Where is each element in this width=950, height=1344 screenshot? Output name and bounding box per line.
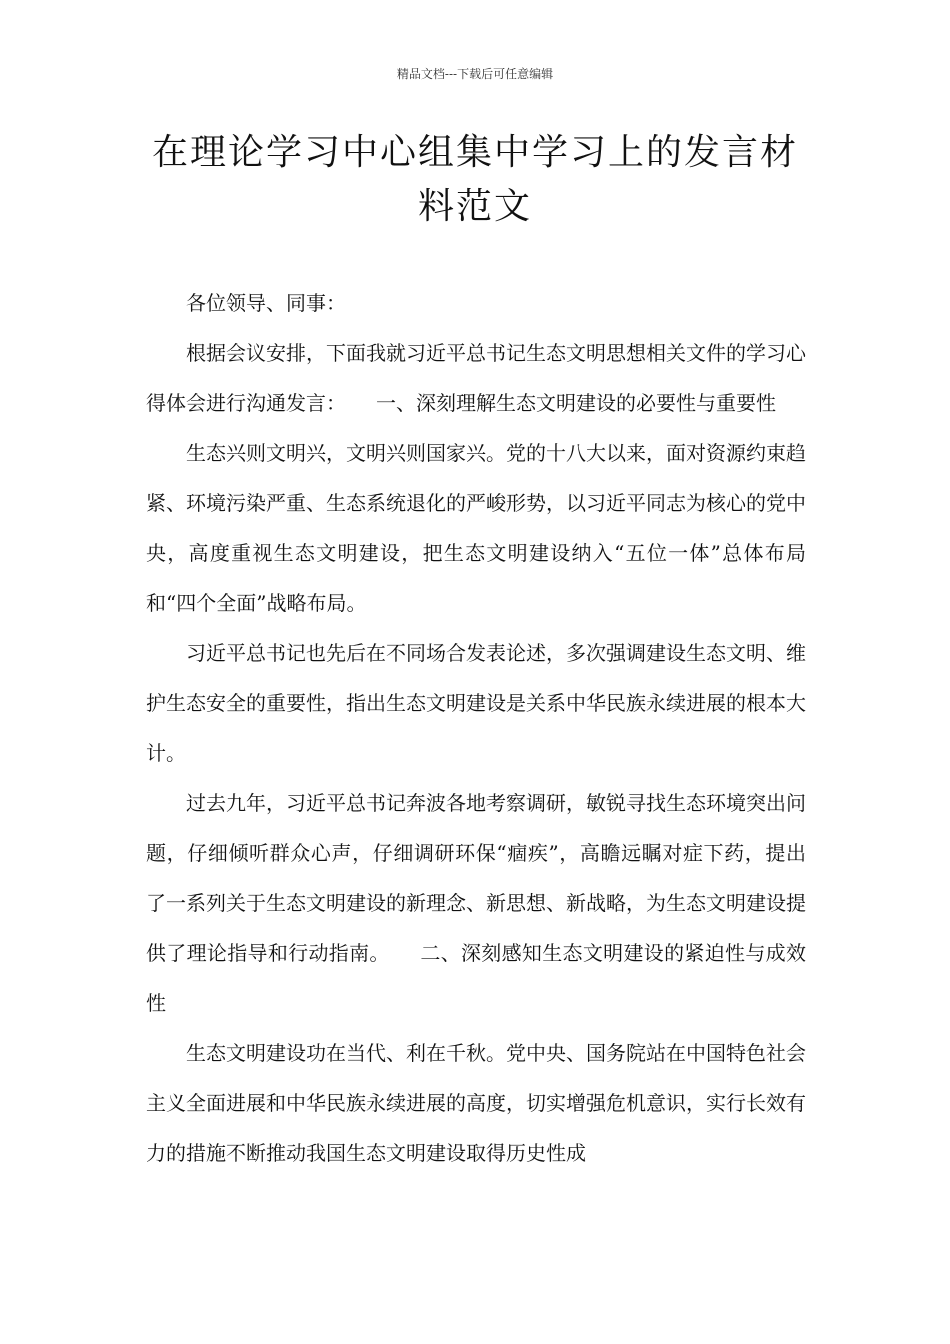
document-title: 在理论学习中心组集中学习上的发言材料范文 (151, 132, 798, 227)
document-body (146, 278, 806, 1178)
body-paragraph: 习近平总书记也先后在不同场合发表论述，多次强调建设生态文明、维护生态安全的重要性，指出生态文明建设是关系中华民族永续进展的根本大计。 (146, 641, 806, 765)
body-paragraph: 生态文明建设功在当代、利在千秋。党中央、国务院站在中国特色社会主义全面进展和中华民族永续进展的高度，切实增强危机意识，实行长效有力的措施不断推动我国生态文明建设取得历史性成 (146, 1041, 806, 1165)
body-paragraph: 生态兴则文明兴，文明兴则国家兴。党的十八大以来，面对资源约束趋紧、环境污染严重、生态系统退化的严峻形势，以习近平同志为核心的党中央，高度重视生态文明建设，把生态文明建设纳入“五位一体”总体布局和“四个全面”战略布局。 (146, 441, 806, 615)
header-note: 精品文档---下载后可任意编辑 (396, 67, 554, 81)
body-paragraph: 根据会议安排，下面我就习近平总书记生态文明思想相关文件的学习心得体会进行沟通发言： 一、深刻理解生态文明建设的必要性与重要性 (146, 341, 806, 415)
body-paragraph-greeting: 各位领导、同事： (186, 291, 346, 315)
body-paragraph: 过去九年，习近平总书记奔波各地考察调研，敏锐寻找生态环境突出问题，仔细倾听群众心声，仔细调研环保“痼疾”，高瞻远瞩对症下药，提出了一系列关于生态文明建设的新理念、新思想、新战略，为生态文明建设提供了理论指导和行动指南。 二、深刻感知生态文明建设的紧迫性与成效性 (146, 791, 806, 1015)
